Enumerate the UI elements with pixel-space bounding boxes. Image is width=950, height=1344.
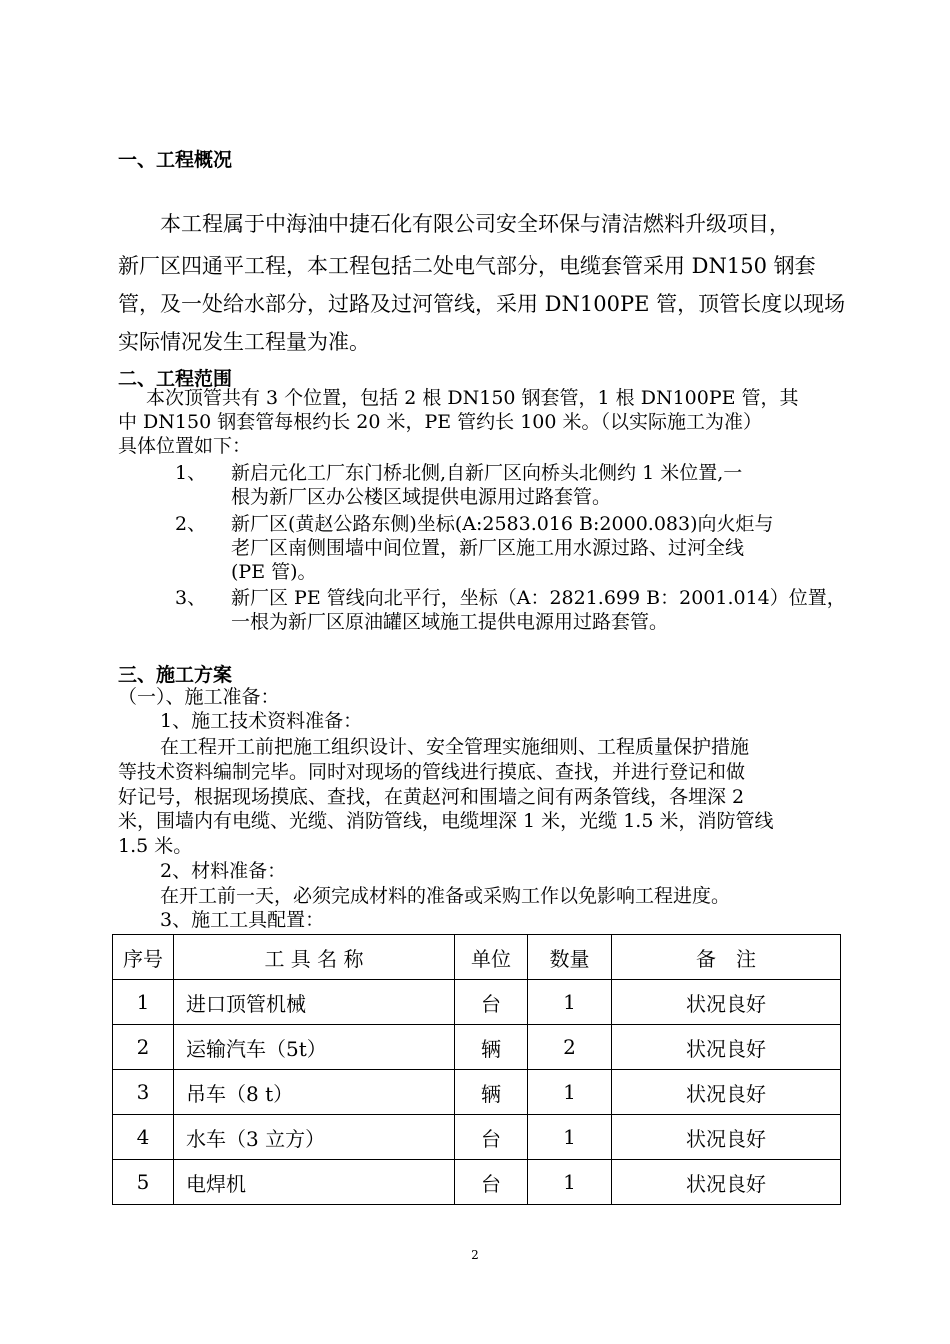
- overview-line: 管，及一处给水部分，过路及过河管线，采用 DN100PE 管，顶管长度以现场: [118, 292, 846, 316]
- table-cell: 2: [113, 1025, 174, 1070]
- table-cell: 3: [113, 1070, 174, 1115]
- table-header-cell: 单位: [455, 935, 528, 980]
- plan-item-line: 1.5 米。: [118, 835, 193, 857]
- scope-item-number: 2、: [175, 513, 207, 535]
- table-cell: 1: [528, 1070, 612, 1115]
- table-cell: 1: [113, 980, 174, 1025]
- table-header-row: [113, 935, 841, 980]
- scope-item-number: 1、: [175, 462, 207, 484]
- table-cell: 水车（3 立方）: [174, 1115, 455, 1160]
- overview-line: 新厂区四通平工程，本工程包括二处电气部分，电缆套管采用 DN150 钢套: [118, 254, 816, 278]
- tools-table: [112, 934, 841, 1205]
- table-cell: 状况良好: [612, 1160, 841, 1205]
- section-heading-scope: 二、工程范围: [118, 368, 233, 390]
- table-cell: 状况良好: [612, 1115, 841, 1160]
- table-header-cell: 序号: [113, 935, 174, 980]
- plan-subheading: （一）、施工准备：: [118, 686, 280, 708]
- table-cell: 1: [528, 980, 612, 1025]
- table-cell: 电焊机: [174, 1160, 455, 1205]
- table-cell: 进口顶管机械: [174, 980, 455, 1025]
- table-row: [113, 980, 841, 1025]
- section-heading-plan: 三、施工方案: [118, 664, 233, 686]
- plan-item-line: 在开工前一天，必须完成材料的准备或采购工作以免影响工程进度。: [160, 885, 731, 907]
- scope-item-line: 老厂区南侧围墙中间位置，新厂区施工用水源过路、过河全线: [231, 537, 745, 559]
- table-header-cell: 备 注: [612, 935, 841, 980]
- plan-item-line: 在工程开工前把施工组织设计、安全管理实施细则、工程质量保护措施: [160, 736, 750, 758]
- table-cell: 5: [113, 1160, 174, 1205]
- table-header-cell: 工 具 名 称: [174, 935, 455, 980]
- scope-item-line: 一根为新厂区原油罐区域施工提供电源用过路套管。: [231, 611, 669, 633]
- plan-item-line: 好记号，根据现场摸底、查找，在黄赵河和围墙之间有两条管线，各埋深 2: [118, 786, 745, 808]
- table-cell: 4: [113, 1115, 174, 1160]
- table-cell: 台: [455, 980, 528, 1025]
- plan-item-title: 1、施工技术资料准备：: [160, 710, 363, 732]
- scope-intro-line: 具体位置如下：: [118, 435, 252, 457]
- table-cell: 辆: [455, 1070, 528, 1115]
- table-header-cell: 数量: [528, 935, 612, 980]
- overview-line: 本工程属于中海油中捷石化有限公司安全环保与清洁燃料升级项目，: [160, 212, 790, 236]
- scope-item-line: (PE 管)。: [231, 561, 317, 583]
- table-cell: 1: [528, 1115, 612, 1160]
- table-cell: 2: [528, 1025, 612, 1070]
- scope-item-line: 根为新厂区办公楼区域提供电源用过路套管。: [231, 486, 612, 508]
- scope-item-number: 3、: [175, 587, 207, 609]
- table-cell: 辆: [455, 1025, 528, 1070]
- table-cell: 状况良好: [612, 1070, 841, 1115]
- scope-item-line: 新启元化工厂东门桥北侧,自新厂区向桥头北侧约 1 米位置,一: [231, 462, 743, 484]
- overview-line: 实际情况发生工程量为准。: [118, 330, 370, 354]
- table-row: [113, 1025, 841, 1070]
- table-cell: 吊车（8 t）: [174, 1070, 455, 1115]
- scope-intro-line: 本次顶管共有 3 个位置，包括 2 根 DN150 钢套管，1 根 DN100PE 管，其: [146, 387, 799, 409]
- plan-item-line: 等技术资料编制完毕。同时对现场的管线进行摸底、查找，并进行登记和做: [118, 761, 746, 783]
- table-row: [113, 1115, 841, 1160]
- scope-item-line: 新厂区(黄赵公路东侧)坐标(A:2583.016 B:2000.083)向火炬与: [231, 513, 774, 535]
- table-cell: 运输汽车（5t）: [174, 1025, 455, 1070]
- table-cell: 1: [528, 1160, 612, 1205]
- plan-item-title: 3、施工工具配置：: [160, 909, 325, 931]
- table-cell: 状况良好: [612, 1025, 841, 1070]
- plan-item-line: 米，围墙内有电缆、光缆、消防管线，电缆埋深 1 米，光缆 1.5 米，消防管线: [118, 810, 774, 832]
- scope-item-line: 新厂区 PE 管线向北平行，坐标（A：2821.699 B：2001.014）位置，: [231, 587, 846, 609]
- plan-item-title: 2、材料准备：: [160, 860, 287, 882]
- table-row: [113, 1160, 841, 1205]
- section-heading-overview: 一、工程概况: [118, 149, 233, 171]
- table-cell: 台: [455, 1115, 528, 1160]
- table-cell: 状况良好: [612, 980, 841, 1025]
- table-cell: 台: [455, 1160, 528, 1205]
- table-row: [113, 1070, 841, 1115]
- scope-intro-line: 中 DN150 钢套管每根约长 20 米，PE 管约长 100 米。（以实际施工为准）: [118, 411, 762, 433]
- page-number: 2: [471, 1248, 479, 1262]
